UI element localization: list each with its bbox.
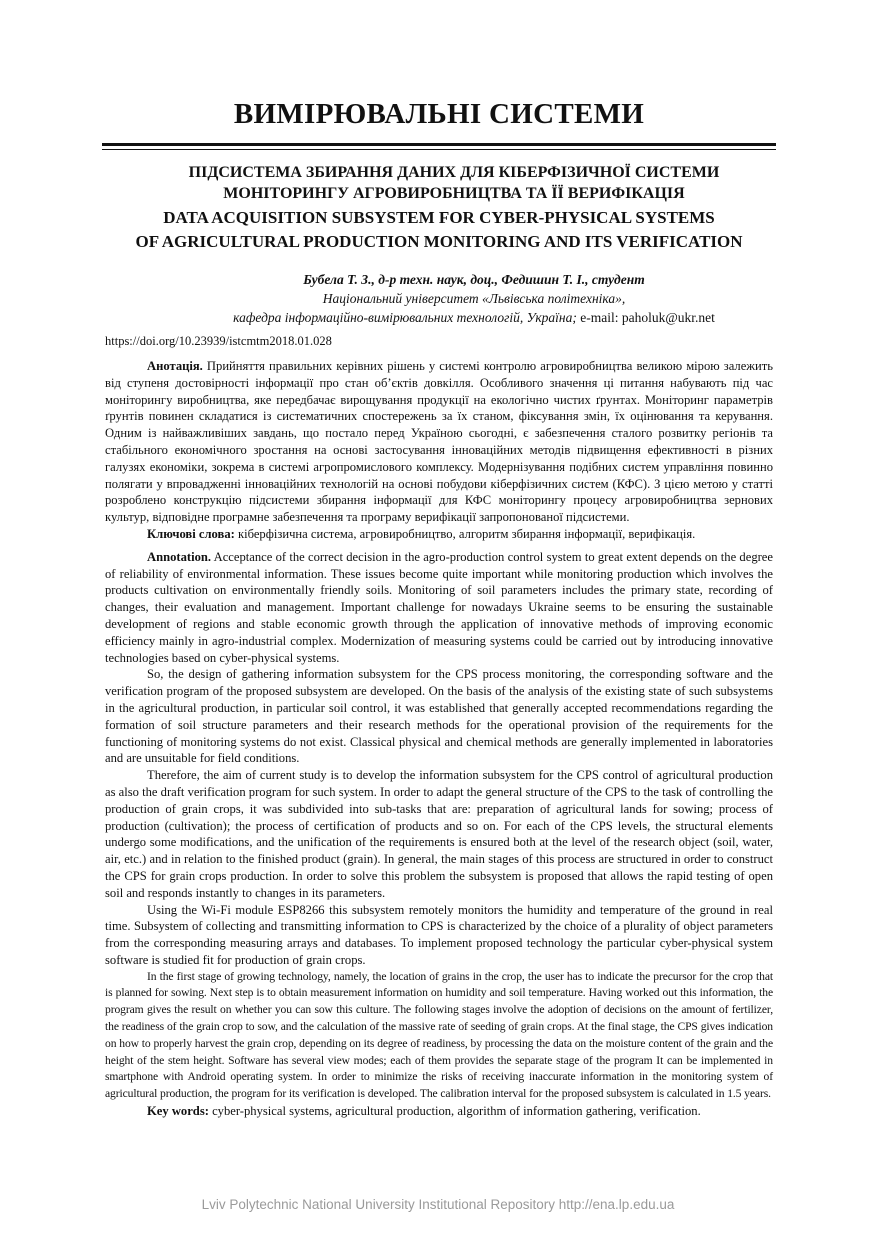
paragraph-text: Acceptance of the correct decision in the agro-production control system to great extent depends on the degree of reliability of environmental information. These issues become quite important while monitoring production which involves the products cultivation on environmentally friendly soils. Monitoring of soil parameters includes the primary state, recording of changes, their evaluation and management. Important challenge for nowadays Ukraine seems to be ensuring the sustainable development of regions and stable economic growth through the application of innovative methods of improving economic efficiency mainly in agro-industrial complex. Modernization of measuring systems could be carried out by introducing innovative technologies based on cyber-physical systems. (105, 549, 773, 665)
title-ua-line: ПІДСИСТЕМА ЗБИРАННЯ ДАНИХ ДЛЯ КІБЕРФІЗИЧНОЇ СИСТЕМИ (188, 164, 720, 181)
annotation-en-paragraph: Therefore, the aim of current study is to develop the information subsystem for the CPS control of agricultural production as also the draft verification program for such system. In order to adapt the general structure of the CPS to the task of controlling the production of grain crops, it was subdivided into sub-tasks that are: preparation of agricultural lands for sowing; process of production (cultivation); the process of certification of products and so on. For each of the CPS levels, the structural elements undergo some modifications, and the unification of the requirements is ensured both at the level of the research object (soil, water, air, etc.) and in relation to the finished product (grain). In general, the main stages of this process are structured in order to construct the CPS for grain crops production. In order to solve this problem the subsystem is proposed that allows the rapid testing of open soil and responds instantly to changes in its parameters. (105, 768, 773, 900)
affiliation-line-2: кафедра інформаційно-вимірювальних технологій, Україна; (233, 310, 577, 325)
affiliation-line-1: Національний університет «Львівська політехніка», (322, 291, 626, 306)
abstract-ua (105, 358, 773, 526)
annotation-en-paragraph (105, 549, 773, 667)
abstract-ua-label: Анотація. (147, 359, 203, 373)
title-ua-line: МОНІТОРИНГУ АГРОВИРОБНИЦТВА ТА ЇЇ ВЕРИФІКАЦІЯ (223, 185, 685, 202)
section-title: ВИМІРЮВАЛЬНІ СИСТЕМИ (233, 98, 645, 130)
title-en-line: OF AGRICULTURAL PRODUCTION MONITORING AND ITS VERIFICATION (135, 232, 743, 251)
abstract-ua-text: Прийняття правильних керівних рішень у системі контролю агровиробництва великою мірою залежить від ступеня достовірності інформації про стан об’єктів довкілля. Особливого значення ці питання набувають під час моніторингу виробництва, яке передбачає вирощування продукції на екологічно чистих ґрунтах. Моніторинг параметрів ґрунтів повинен складатися із систематичних спостережень за їх станом, фіксування змін, їх оцінювання та керування. Одним із найважливіших завдань, що постало перед Україною сьогодні, є забезпечення сталого розвитку регіонів та стабільного економічного зростання на основі застосування інноваційних методів підвищення ефективності в різних галузях економіки, зокрема в системі агропромислового комплексу. Модернізування подібних систем управління повинно полягати у впровадженні інноваційних технологій на основі побудови кіберфізичних систем (КФС). З цією метою у статті розроблено конструкцію підсистеми збирання інформації для КФС моніторингу процесу агровиробництва зернових культур, відповідне програмне забезпечення та програму верифікації запропонованої підсистеми. (105, 359, 773, 525)
keywords-ua (105, 526, 773, 543)
email[interactable]: e-mail: paholuk@ukr.net (576, 310, 715, 325)
keywords-en (105, 1103, 773, 1120)
author-block (105, 270, 773, 327)
keywords-ua-text: кіберфізична система, агровиробництво, алгоритм збирання інформації, верифікація. (234, 526, 696, 541)
authors: Бубела Т. З., д-р техн. наук, доц., Федишин Т. І., студент (303, 272, 645, 287)
title-en-line: DATA ACQUISITION SUBSYSTEM FOR CYBER-PHYSICAL SYSTEMS (163, 208, 715, 227)
double-rule-divider (102, 143, 776, 150)
annotation-en-label: Annotation. (147, 549, 212, 564)
annotation-en-paragraph: So, the design of gathering information subsystem for the CPS process monitoring, the corresponding software and the verification program of the proposed subsystem are developed. On the basis of the analysis of the existing state of such subsystems in the agricultural production, in particular soil control, it was established that generally accepted recommendations regarding the formation of soil structure parameters and their research methods for the operational provision of the requirements for the functioning of monitoring systems do not exist. Classical physical and chemical methods are generally implemented in laboratories and are unsuitable for field conditions. (105, 667, 773, 766)
keywords-en-label: Key words: (147, 1104, 209, 1119)
keywords-ua-label: Ключові слова: (147, 526, 235, 541)
article-body (105, 358, 773, 1120)
title-ukrainian (105, 162, 773, 204)
annotation-en-paragraph: In the first stage of growing technology, namely, the location of grains in the crop, the user has to indicate the precursor for the crop that is planned for sowing. Next step is to obtain measurement information on humidity and soil temperature. Having worked out this information, the program gives the result on whether you can sow this culture. The following stages involve the adoption of decisions on the amount of fertilizer, the readiness of the grain crop to sow, and the calculation of the massive rate of seeding of grain crops. At the final stage, the CPS gives indication on how to properly harvest the grain crop, depending on its degree of readiness, by processing the data on the moisture content of the grain and the height of the stem height. Software has several view modes; each of them provides the separate stage of the program It can be implemented in smartphone with Android operating system. In order to minimize the risks of receiving inaccurate information in the monitoring system of agricultural production, the program for its verification is developed. The calibration interval for the proposed subsystem is calculated in 1.5 years. (105, 969, 773, 1101)
repository-footer: Lviv Polytechnic National University Institutional Repository http://ena.lp.edu.ua (201, 1197, 675, 1212)
keywords-en-text: cyber-physical systems, agricultural production, algorithm of information gathering, verification. (208, 1104, 701, 1119)
doi-link[interactable]: https://doi.org/10.23939/istcmtm2018.01.028 (105, 334, 332, 348)
annotation-en-paragraph: Using the Wi-Fi module ESP8266 this subsystem remotely monitors the humidity and temperature of the ground in real time. Subsystem of collecting and transmitting information to CPS is characterized by the choice of a plurality of object parameters from the corresponding measuring arrays and databases. To implement proposed technology the particular cyber-physical system software is studied fit for production of grain crops. (105, 902, 773, 967)
title-english (105, 206, 773, 254)
